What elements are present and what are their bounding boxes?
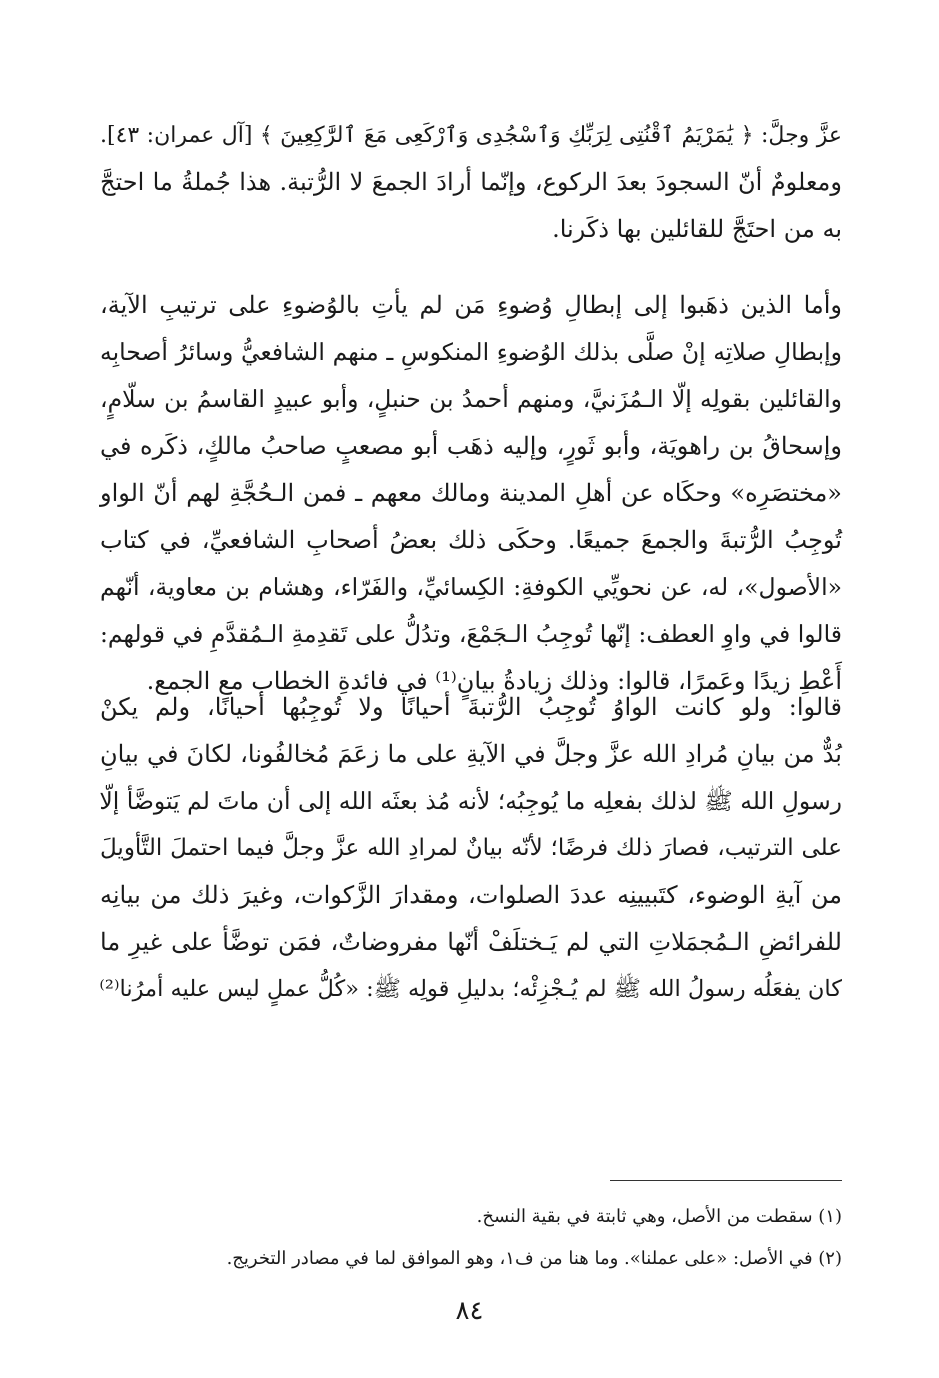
text-line: تُوجِبُ الرُّتبةَ والجمعَ جميعًا. وحكَى ذلك بعضُ أصحابِ الشافعيِّ، في كتاب — [100, 526, 842, 554]
footnote-2: (٢) في الأصل: «على عملنا». وما هنا من ف١، وهو الموافق لما في مصادر التخريج. — [226, 1248, 842, 1269]
text-line: ومعلومٌ أنّ السجودَ بعدَ الركوع، وإنّما أرادَ الجمعَ لا الرُّتبة. هذا جُملةُ ما احتجَّ — [100, 168, 842, 196]
footnote-separator — [610, 1180, 842, 1181]
text-line: والقائلين بقولِه إلّا الـمُزَنيَّ، ومنهم أحمدُ بن حنبلٍ، وأبو عبيدٍ القاسمُ بن سلّامٍ، — [100, 385, 842, 413]
paragraph-3 — [100, 684, 842, 1013]
text-line: وإسحاقُ بن راهويَة، وأبو ثَورٍ، وإليه ذهَب أبو مصعبٍ صاحبُ مالكٍ، ذكَره في — [100, 432, 842, 460]
paragraph-2 — [100, 282, 842, 705]
text-line: كان يفعَلُه رسولُ الله ﷺ لم يُـجْزِئْه؛ بدليلِ قولِه ﷺ: «كُلُّ عملٍ ليس عليه أمرُنا⁽²⁾ — [99, 976, 842, 1002]
text-line: وإبطالِ صلاتِه إنْ صلَّى بذلك الوُضوءِ المنكوسِ ـ منهم الشافعيُّ وسائرُ أصحابِه — [100, 338, 842, 366]
text-line: قالوا في واوِ العطف: إنّها تُوجِبُ الـجَمْعَ، وتدُلُّ على تَقدِمةِ الـمُقدَّمِ في قولهم: — [100, 620, 842, 648]
text-line: قالوا: ولو كانت الواوُ تُوجِبُ الرُّتبةَ أحيانًا ولا تُوجِبُها أحيانًا، ولم يكنْ — [100, 693, 842, 721]
text-line: للفرائضِ الـمُجمَلاتِ التي لم يَـختلَفْ أنّها مفروضاتٌ، فمَن توضَّأ على غيرِ ما — [100, 928, 842, 956]
page-number: ٨٤ — [455, 1296, 484, 1326]
paragraph-1 — [100, 112, 842, 253]
text-line: أَعْطِ زيدًا وعَمرًا، قالوا: وذلك زيادةُ بيانٍ⁽¹⁾ في فائدةِ الخطاب مع الجمع. — [146, 667, 842, 695]
text-line: من آيةِ الوضوء، كتَبيينِه عددَ الصلوات، ومقدارَ الزَّكوات، وغيرَ ذلك من بيانِه — [100, 881, 843, 909]
text-line: عزَّ وجلَّ: ﴿ يَٰمَرْيَمُ ٱقْنُتِى لِرَبِّكِ وَٱسْجُدِى وَٱرْكَعِى مَعَ ٱلرَّٰكِعِينَ ﴾ [آل عمران: ٤٣]. — [100, 123, 842, 148]
text-line: وأما الذين ذهَبوا إلى إبطالِ وُضوءِ مَن لم يأتِ بالوُضوءِ على ترتيبِ الآية، — [100, 291, 842, 319]
text-line: «مختصَرِه» وحكَاه عن أهلِ المدينة ومالك معهم ـ فمن الـحُجَّةِ لهم أنّ الواو — [100, 479, 842, 507]
text-line: «الأصول»، له، عن نحويِّي الكوفةِ: الكِسائيِّ، والفَرّاء، وهشام بن معاوية، أنّهم — [100, 573, 842, 601]
text-line: رسولِ الله ﷺ لذلك بفعلِه ما يُوجِبُه؛ لأنه مُذ بعثَه الله إلى أن ماتَ لم يَتوضَّأ إلّا — [99, 787, 842, 815]
text-line: به من احتَجَّ للقائلين بها ذكَرنا. — [552, 215, 842, 243]
text-line: على الترتيب، فصارَ ذلك فرضًا؛ لأنّه بيانٌ لمرادِ الله عزَّ وجلَّ فيما احتملَ التَّأويلَ — [100, 835, 842, 861]
text-line: بُدٌّ من بيانِ مُرادِ الله عزَّ وجلَّ في الآيةِ على ما زعَمَ مُخالفُونا، لكانَ في بيانِ — [100, 740, 842, 768]
footnote-1: (١) سقطت من الأصل، وهي ثابتة في بقية النسخ. — [476, 1206, 842, 1227]
